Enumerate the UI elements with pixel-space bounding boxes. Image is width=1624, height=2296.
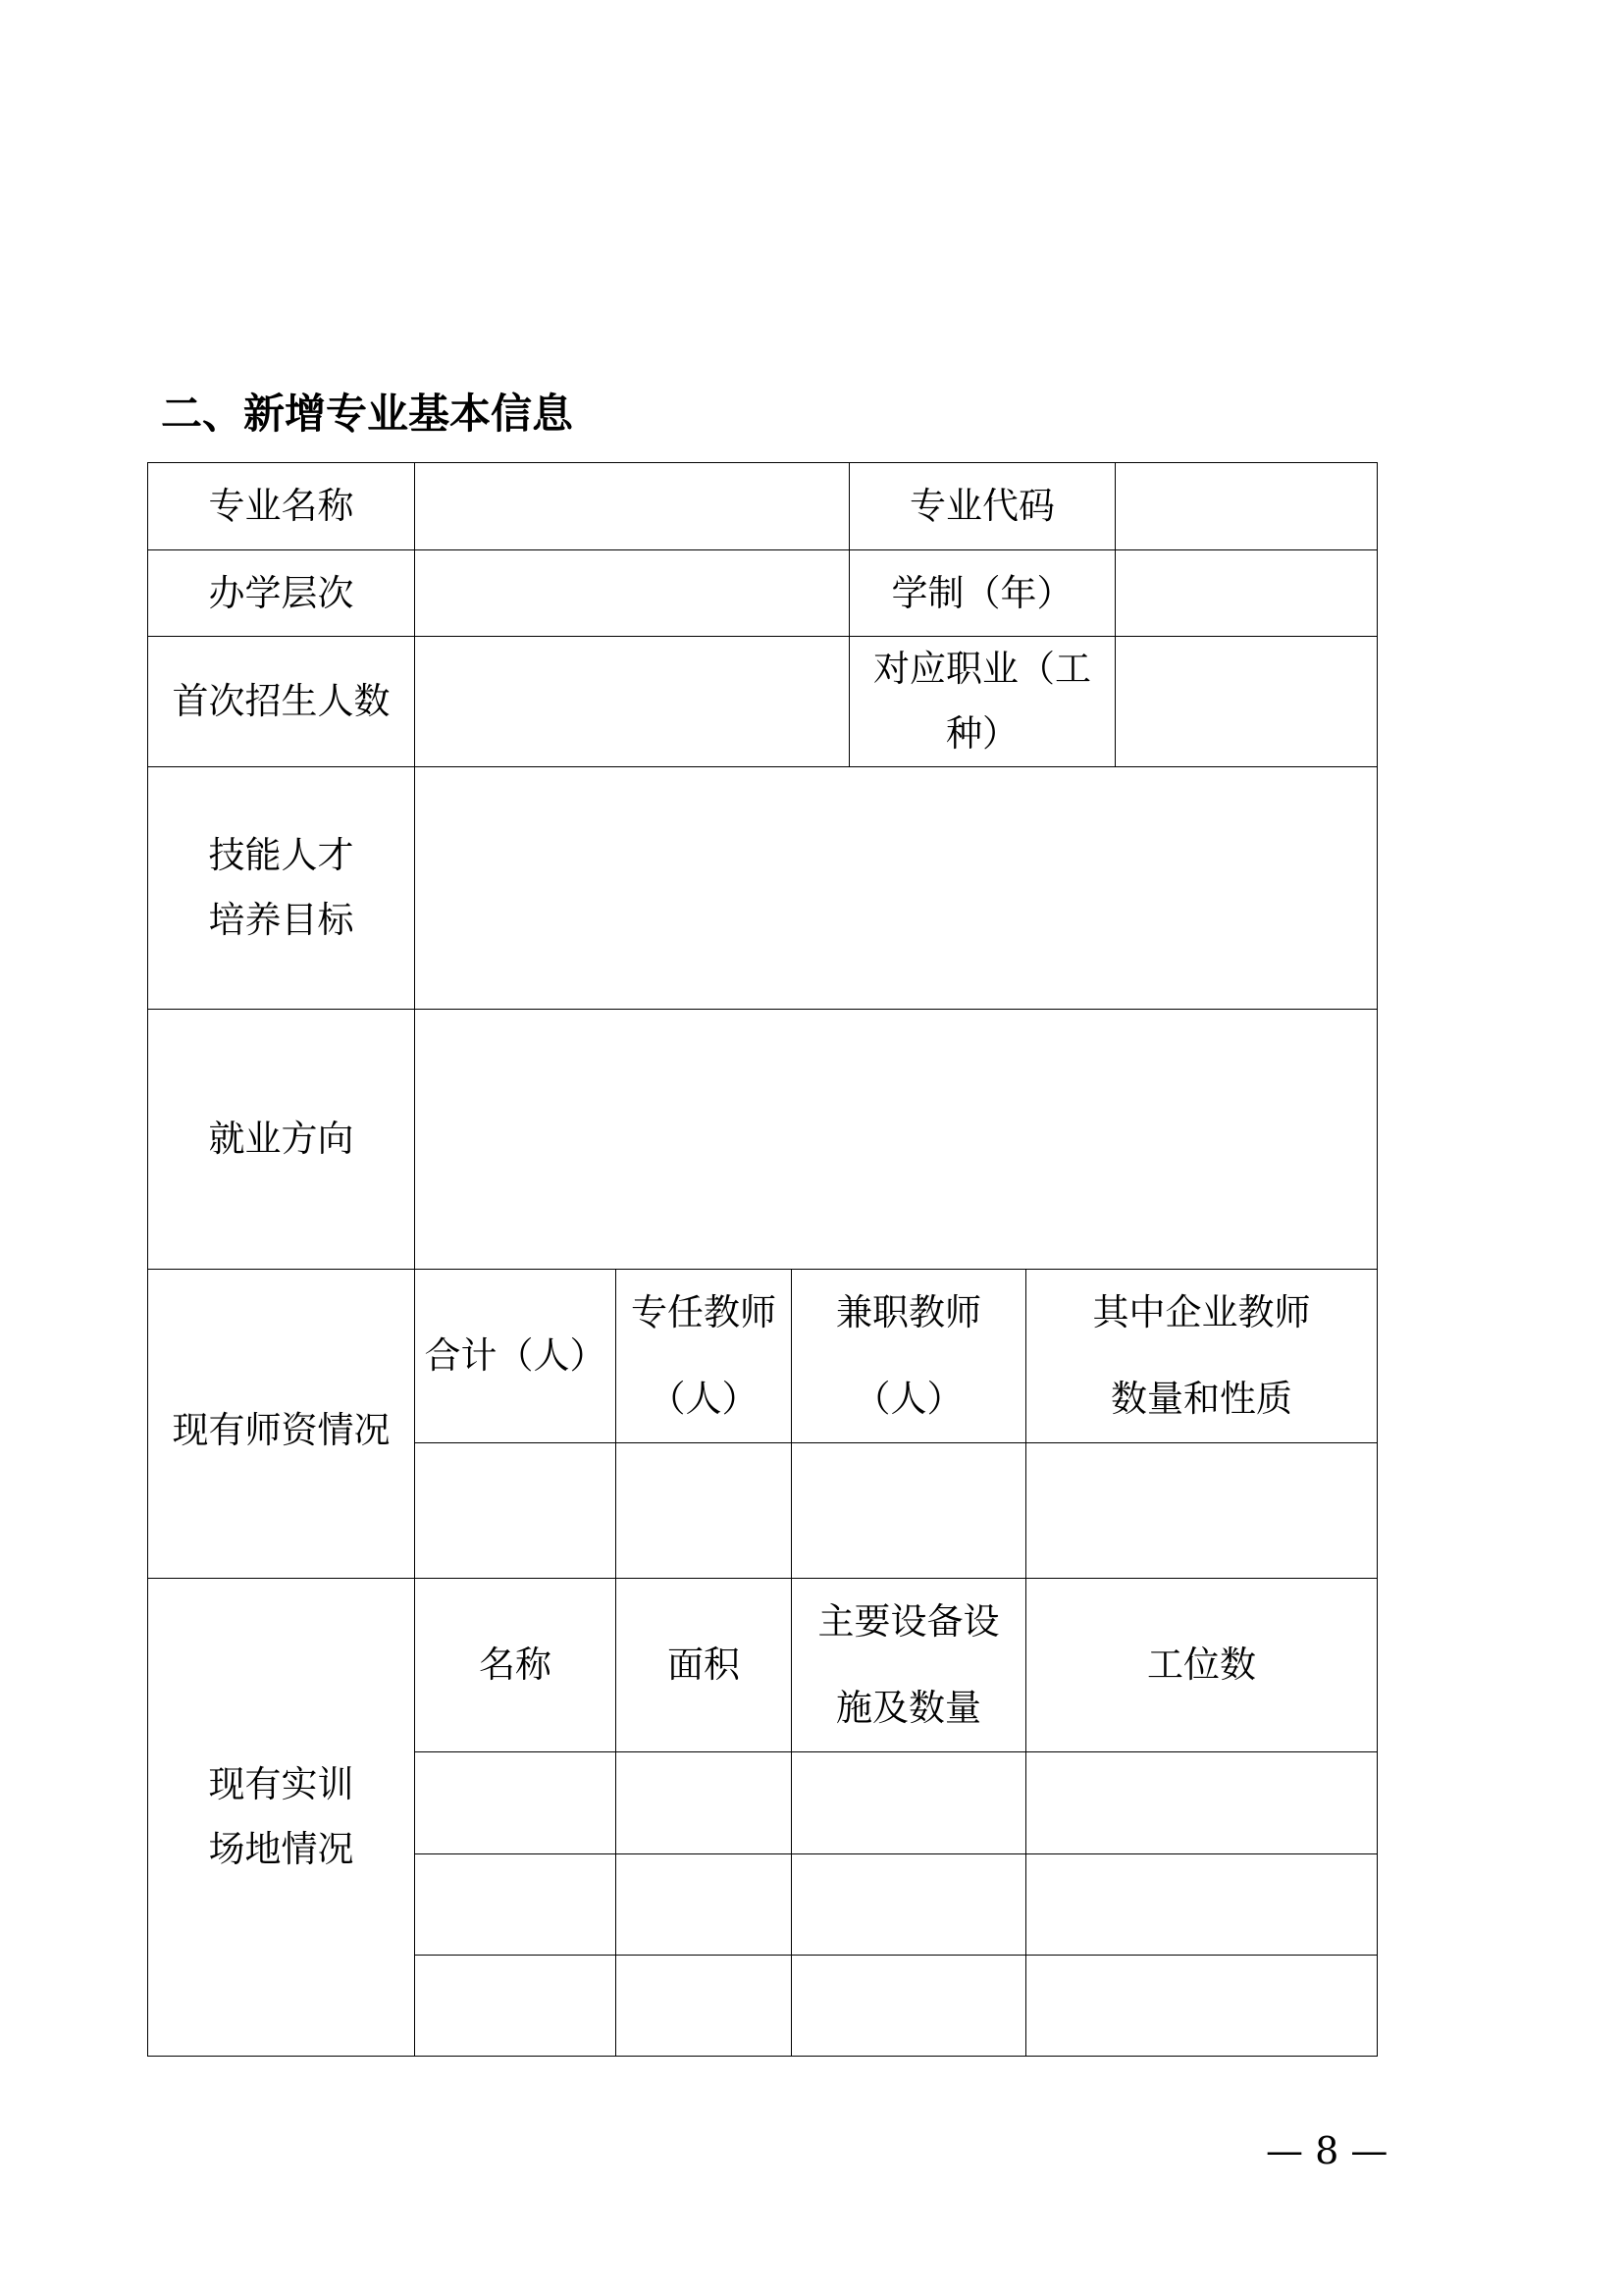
faculty-enterprise-field[interactable] (1026, 1443, 1378, 1579)
talent-goal-label (148, 767, 415, 1010)
major-name-field[interactable] (415, 463, 850, 550)
training-stations-header: 工位数 (1026, 1579, 1378, 1752)
first-enrollment-field[interactable] (415, 637, 850, 767)
faculty-fulltime-header (616, 1270, 792, 1443)
training-equipment-field[interactable] (792, 1752, 1026, 1854)
faculty-enterprise-header (1026, 1270, 1378, 1443)
training-name-field[interactable] (415, 1752, 616, 1854)
training-label-line2: 场地情况 (208, 1828, 354, 1870)
training-stations-field[interactable] (1026, 1752, 1378, 1854)
training-area-field[interactable] (616, 1854, 792, 1956)
first-enrollment-label: 首次招生人数 (148, 637, 415, 767)
level-label: 办学层次 (148, 550, 415, 637)
training-equipment-field[interactable] (792, 1854, 1026, 1956)
training-stations-field[interactable] (1026, 1854, 1378, 1956)
talent-goal-label-line2: 培养目标 (208, 899, 354, 941)
faculty-total-header: 合计（人） (415, 1270, 616, 1443)
training-equipment-header-line1: 主要设备设 (817, 1600, 1000, 1643)
employment-field[interactable] (415, 1010, 1378, 1270)
faculty-parttime-header-line2: （人） (854, 1378, 964, 1420)
training-name-header: 名称 (415, 1579, 616, 1752)
talent-goal-label-line1: 技能人才 (208, 834, 354, 876)
training-area-field[interactable] (616, 1752, 792, 1854)
major-code-field[interactable] (1116, 463, 1378, 550)
training-area-field[interactable] (616, 1956, 792, 2057)
faculty-total-field[interactable] (415, 1443, 616, 1579)
occupation-field[interactable] (1116, 637, 1378, 767)
training-name-field[interactable] (415, 1956, 616, 2057)
section-heading: 二、新增专业基本信息 (161, 390, 574, 438)
faculty-fulltime-header-line1: 专任教师 (631, 1291, 776, 1333)
training-area-header: 面积 (616, 1579, 792, 1752)
major-code-label: 专业代码 (850, 463, 1116, 550)
faculty-enterprise-header-line2: 数量和性质 (1111, 1378, 1293, 1420)
faculty-parttime-field[interactable] (792, 1443, 1026, 1579)
duration-label: 学制（年） (850, 550, 1116, 637)
training-equipment-field[interactable] (792, 1956, 1026, 2057)
duration-field[interactable] (1116, 550, 1378, 637)
major-info-form (147, 462, 1378, 2057)
training-equipment-header-line2: 施及数量 (836, 1687, 981, 1729)
major-name-label: 专业名称 (148, 463, 415, 550)
faculty-fulltime-header-line2: （人） (649, 1378, 759, 1420)
faculty-parttime-header (792, 1270, 1026, 1443)
page-number: — 8 — (1266, 2129, 1388, 2172)
faculty-fulltime-field[interactable] (616, 1443, 792, 1579)
training-label-line1: 现有实训 (208, 1763, 354, 1805)
training-name-field[interactable] (415, 1854, 616, 1956)
training-equipment-header (792, 1579, 1026, 1752)
faculty-enterprise-header-line1: 其中企业教师 (1092, 1291, 1311, 1333)
training-label (148, 1579, 415, 2057)
talent-goal-field[interactable] (415, 767, 1378, 1010)
faculty-parttime-header-line1: 兼职教师 (836, 1291, 981, 1333)
level-field[interactable] (415, 550, 850, 637)
training-stations-field[interactable] (1026, 1956, 1378, 2057)
employment-label: 就业方向 (148, 1010, 415, 1270)
occupation-label: 对应职业（工种） (850, 637, 1116, 767)
faculty-label: 现有师资情况 (148, 1270, 415, 1579)
